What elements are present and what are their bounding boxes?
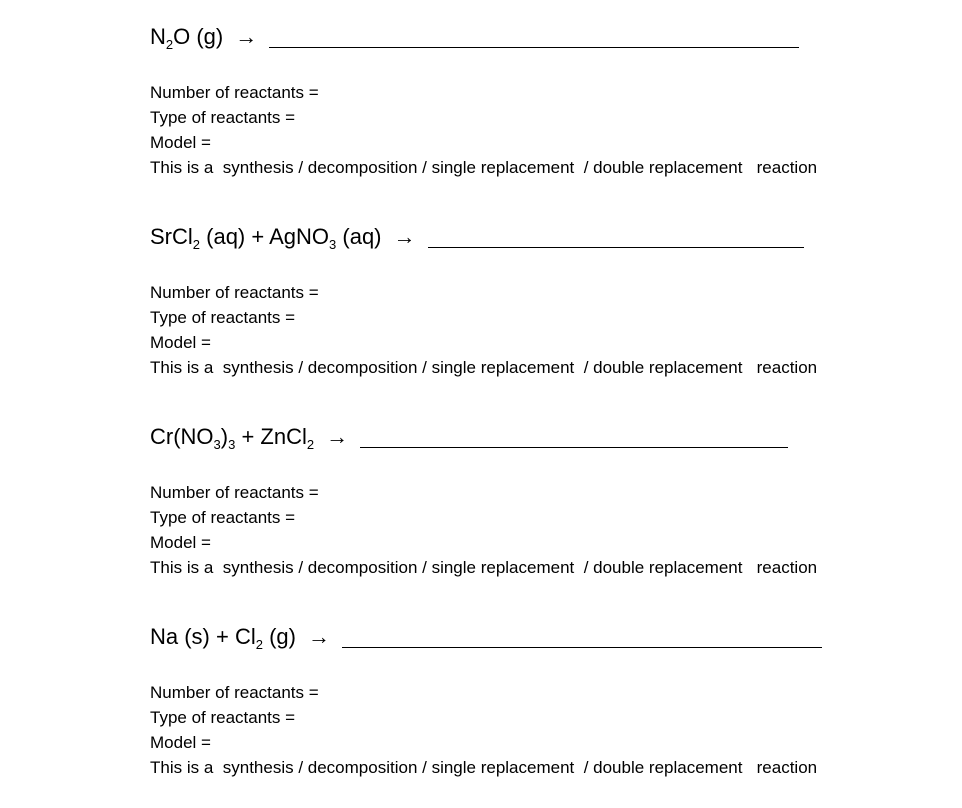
formula-text: SrCl [150,224,193,249]
model-label: Model = [150,733,211,752]
chemical-equation [150,424,314,450]
formula-subscript: 2 [306,437,315,452]
products-answer-blank[interactable] [342,627,822,648]
question-fields [150,80,930,180]
number-of-reactants-label: Number of reactants = [150,483,319,502]
products-answer-blank[interactable] [360,427,788,448]
number-of-reactants-label: Number of reactants = [150,83,319,102]
problem-2 [150,220,930,380]
equation-line [150,220,930,250]
formula-subscript: 3 [329,237,337,252]
chemical-equation [150,224,382,250]
formula-subscript: 2 [255,637,263,652]
model-label: Model = [150,333,211,352]
problem-1 [150,20,930,180]
type-of-reactants-label: Type of reactants = [150,708,296,727]
reaction-type-prompt: This is a synthesis / decomposition / single replacement / double replacement reaction [150,358,818,377]
formula-text: + ZnCl [235,424,307,449]
question-fields [150,480,930,580]
model-label: Model = [150,533,211,552]
equation-line [150,620,930,650]
question-fields [150,280,930,380]
chemical-equation [150,624,296,650]
reaction-arrow: → [235,24,258,49]
formula-text: N [150,24,166,49]
equation-line [150,20,930,50]
chemical-equation [150,24,223,50]
formula-subscript: 3 [213,437,221,452]
products-answer-blank[interactable] [428,227,804,248]
equation-line [150,420,930,450]
reaction-type-prompt: This is a synthesis / decomposition / single replacement / double replacement reaction [150,158,818,177]
formula-text: Cr(NO [150,424,214,449]
reaction-arrow: → [393,224,416,249]
reaction-arrow: → [326,424,349,449]
question-fields [150,680,930,780]
type-of-reactants-label: Type of reactants = [150,308,296,327]
type-of-reactants-label: Type of reactants = [150,108,296,127]
problem-3 [150,420,930,580]
formula-text: (aq) + AgNO [200,224,330,249]
reaction-type-prompt: This is a synthesis / decomposition / single replacement / double replacement reaction [150,758,818,777]
formula-text: ) [220,424,229,449]
number-of-reactants-label: Number of reactants = [150,683,319,702]
formula-text: Na (s) + Cl [150,624,256,649]
reaction-type-prompt: This is a synthesis / decomposition / single replacement / double replacement reaction [150,558,818,577]
model-label: Model = [150,133,211,152]
reaction-arrow: → [307,624,330,649]
formula-text: O (g) [173,24,224,49]
problem-4 [150,620,930,780]
products-answer-blank[interactable] [269,27,799,48]
formula-subscript: 2 [192,237,201,252]
formula-subscript: 2 [165,37,174,52]
type-of-reactants-label: Type of reactants = [150,508,296,527]
number-of-reactants-label: Number of reactants = [150,283,319,302]
formula-text: (aq) [336,224,382,249]
formula-subscript: 3 [228,437,236,452]
formula-text: (g) [262,624,296,649]
